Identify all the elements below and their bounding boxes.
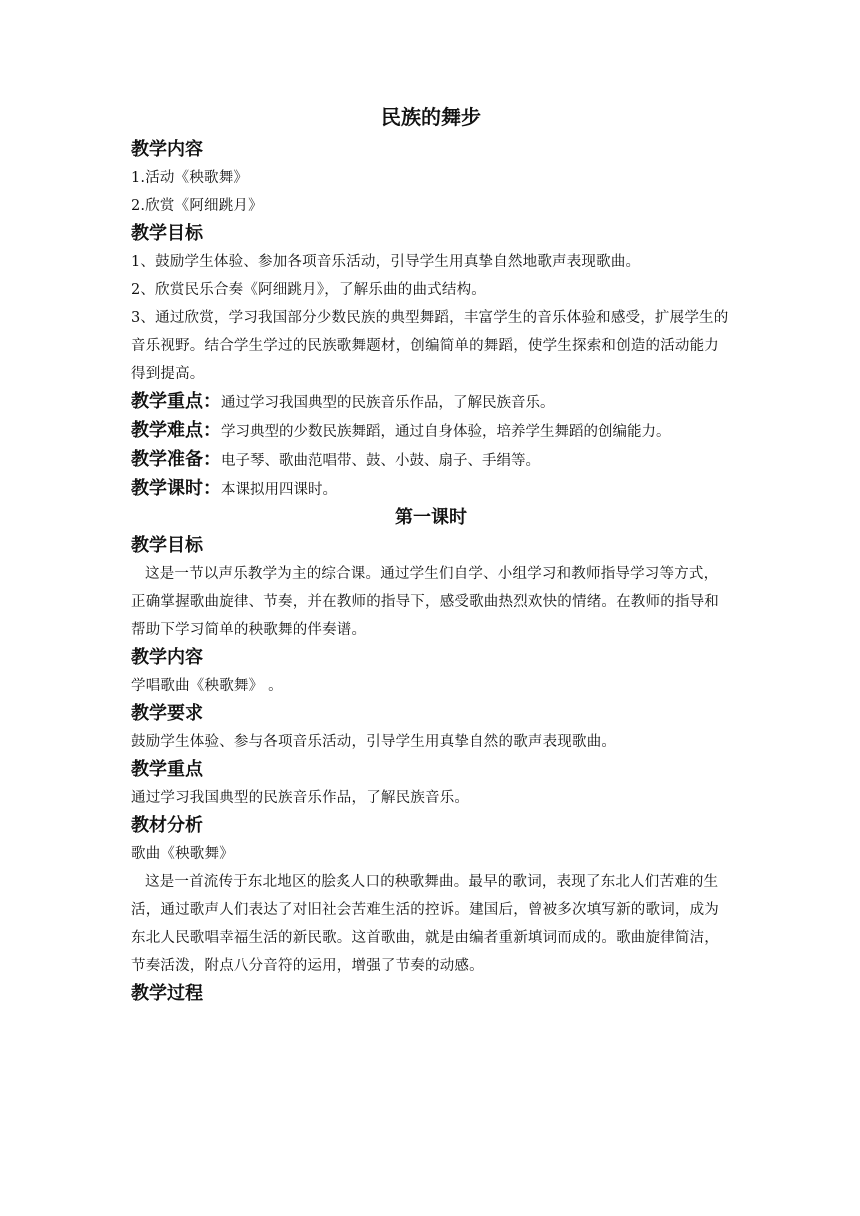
lesson-goal-text: 这是一节以声乐教学为主的综合课。通过学生们自学、小组学习和教师指导学习等方式，正确掌握歌曲旋律、节奏，并在教师的指导下，感受歌曲热烈欢快的情绪。在教师的指导和帮助下学习简单的秧歌舞的伴奏谱。 bbox=[131, 566, 719, 638]
lesson-content-heading: 教学内容 bbox=[131, 647, 203, 668]
material-song-title: 歌曲《秧歌舞》 bbox=[131, 846, 234, 862]
content-item: 2.欣赏《阿细跳月》 bbox=[131, 198, 263, 214]
hours-text: 本课拟用四课时。 bbox=[221, 482, 337, 498]
key-points-line bbox=[131, 388, 731, 417]
lesson-content-text: 学唱歌曲《秧歌舞》 。 bbox=[131, 678, 283, 694]
difficulty-label: 教学难点： bbox=[131, 420, 221, 441]
section-heading-goals: 教学目标 bbox=[131, 223, 203, 244]
lesson-goal-heading: 教学目标 bbox=[131, 535, 203, 556]
teaching-process-heading: 教学过程 bbox=[131, 983, 203, 1004]
material-analysis-text: 这是一首流传于东北地区的脍炙人口的秧歌舞曲。最早的歌词，表现了东北人们苦难的生活，通过歌声人们表达了对旧社会苦难生活的控诉。建国后，曾被多次填写新的歌词，成为东北人民歌唱幸福生活的新民歌。这首歌曲，就是由编者重新填词而成的。歌曲旋律简洁，节奏活泼，附点八分音符的运用，增强了节奏的动感。 bbox=[131, 874, 719, 974]
lesson-key-heading: 教学重点 bbox=[131, 759, 203, 780]
document-body bbox=[131, 100, 731, 1008]
preparation-text: 电子琴、歌曲范唱带、鼓、小鼓、扇子、手绢等。 bbox=[221, 453, 540, 469]
hours-label: 教学课时： bbox=[131, 478, 221, 499]
key-points-label: 教学重点： bbox=[131, 391, 221, 412]
difficulty-text: 学习典型的少数民族舞蹈，通过自身体验，培养学生舞蹈的创编能力。 bbox=[221, 424, 671, 440]
content-item: 1.活动《秧歌舞》 bbox=[131, 170, 249, 186]
lesson-requirement-text: 鼓励学生体验、参与各项音乐活动，引导学生用真挚自然的歌声表现歌曲。 bbox=[131, 734, 617, 750]
goal-item: 1、鼓励学生体验、参加各项音乐活动，引导学生用真挚自然地歌声表现歌曲。 bbox=[131, 254, 641, 270]
goal-item: 2、欣赏民乐合奏《阿细跳月》，了解乐曲的曲式结构。 bbox=[131, 282, 486, 298]
key-points-text: 通过学习我国典型的民族音乐作品，了解民族音乐。 bbox=[221, 395, 555, 411]
goal-item: 3、通过欣赏，学习我国部分少数民族的典型舞蹈，丰富学生的音乐体验和感受，扩展学生的音乐视野。结合学生学过的民族歌舞题材，创编简单的舞蹈，使学生探索和创造的活动能力得到提高。 bbox=[131, 310, 729, 382]
preparation-label: 教学准备： bbox=[131, 449, 221, 470]
section-heading-content: 教学内容 bbox=[131, 139, 203, 160]
lesson-requirement-heading: 教学要求 bbox=[131, 703, 203, 724]
hours-line bbox=[131, 475, 731, 504]
material-analysis-heading: 教材分析 bbox=[131, 815, 203, 836]
page-title: 民族的舞步 bbox=[381, 105, 481, 129]
lesson-key-text: 通过学习我国典型的民族音乐作品，了解民族音乐。 bbox=[131, 790, 470, 806]
difficulty-line bbox=[131, 417, 731, 446]
preparation-line bbox=[131, 446, 731, 475]
lesson-heading: 第一课时 bbox=[395, 507, 467, 528]
